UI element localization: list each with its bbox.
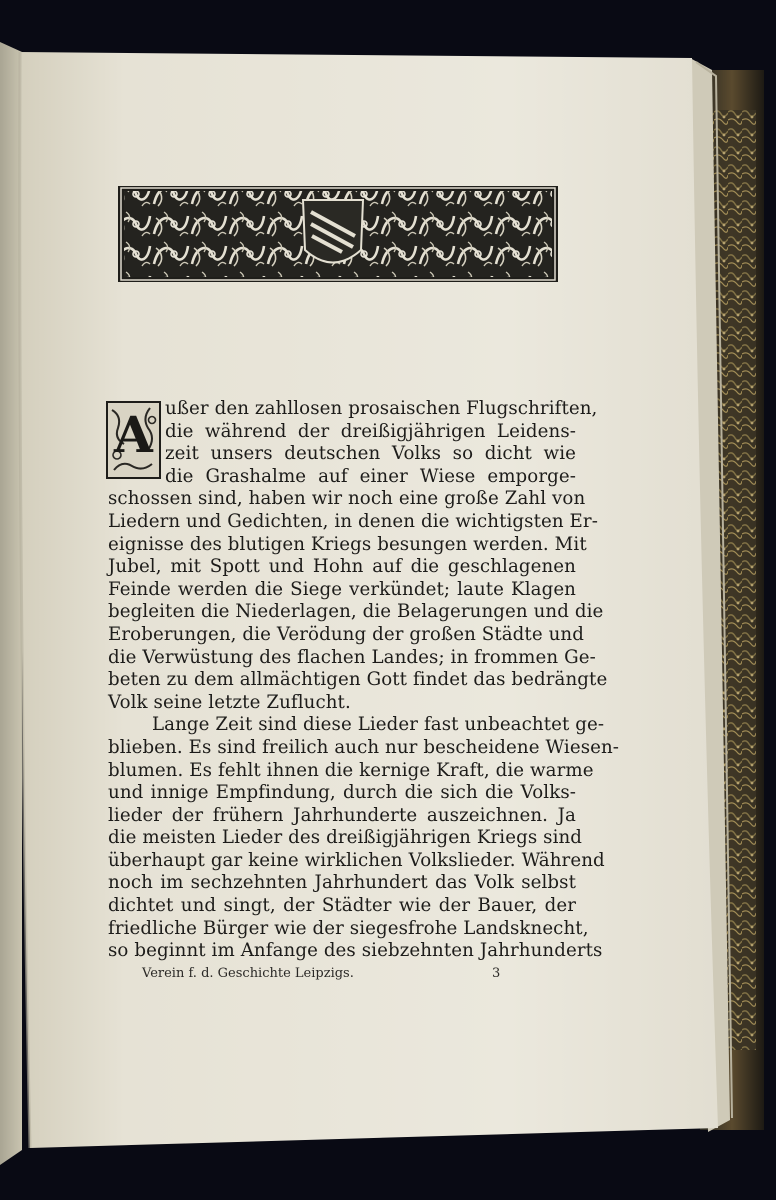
footer-publisher: Verein f. d. Geschichte Leipzigs. xyxy=(142,966,354,981)
text-line: friedliche Bürger wie der siegesfrohe Landsknecht, xyxy=(108,917,589,939)
text-line: schossen sind, haben wir noch eine große Zahl von xyxy=(108,488,586,510)
drop-cap: A xyxy=(114,404,153,464)
text-line: Feinde werden die Siege verkündet; laute Klagen xyxy=(108,578,576,600)
text-line: Volk seine letzte Zuflucht. xyxy=(108,691,351,713)
text-line: noch im sechzehnten Jahrhundert das Volk selbst xyxy=(108,872,576,894)
ornamental-headpiece xyxy=(118,186,558,282)
text-line: eignisse des blutigen Kriegs besungen werden. Mit xyxy=(108,533,587,555)
text-line: die meisten Lieder des dreißigjährigen Kriegs sind xyxy=(108,827,583,849)
text-line: zeit unsers deutschen Volks so dicht wie xyxy=(165,443,576,465)
text-line: begleiten die Niederlagen, die Belagerungen und die xyxy=(108,601,604,623)
text-line: Jubel, mit Spott und Hohn auf die geschlagenen xyxy=(108,556,576,578)
text-line: die Grashalme auf einer Wiese emporge- xyxy=(165,465,576,487)
text-line: und innige Empfindung, durch die sich die Volks- xyxy=(108,782,576,804)
text-line: die Verwüstung des flachen Landes; in frommen Ge- xyxy=(108,646,596,668)
text-line: so beginnt im Anfange des siebzehnten Jahrhunderts xyxy=(108,940,603,962)
text-line: blieben. Es sind freilich auch nur bescheidene Wiesen- xyxy=(108,736,620,758)
text-line: Liedern und Gedichten, in denen die wichtigsten Er- xyxy=(108,510,598,532)
text-line: beten zu dem allmächtigen Gott findet das bedrängte xyxy=(108,669,608,691)
text-line: lieder der frühern Jahrhunderte auszeichnen. Ja xyxy=(108,804,576,826)
body-text xyxy=(108,398,620,963)
text-line: dichtet und singt, der Städter wie der Bauer, der xyxy=(108,895,576,917)
text-line: blumen. Es fehlt ihnen die kernige Kraft, die warme xyxy=(108,759,594,781)
text-line: Lange Zeit sind diese Lieder fast unbeachtet ge- xyxy=(152,714,605,736)
text-line: überhaupt gar keine wirklichen Volkslieder. Während xyxy=(108,849,605,871)
page-number: 3 xyxy=(492,966,501,981)
text-line: Eroberungen, die Verödung der großen Städte und xyxy=(108,623,584,645)
text-line: ußer den zahllosen prosaischen Flugschriften, xyxy=(165,398,598,419)
text-line: die während der dreißigjährigen Leidens- xyxy=(165,420,576,442)
